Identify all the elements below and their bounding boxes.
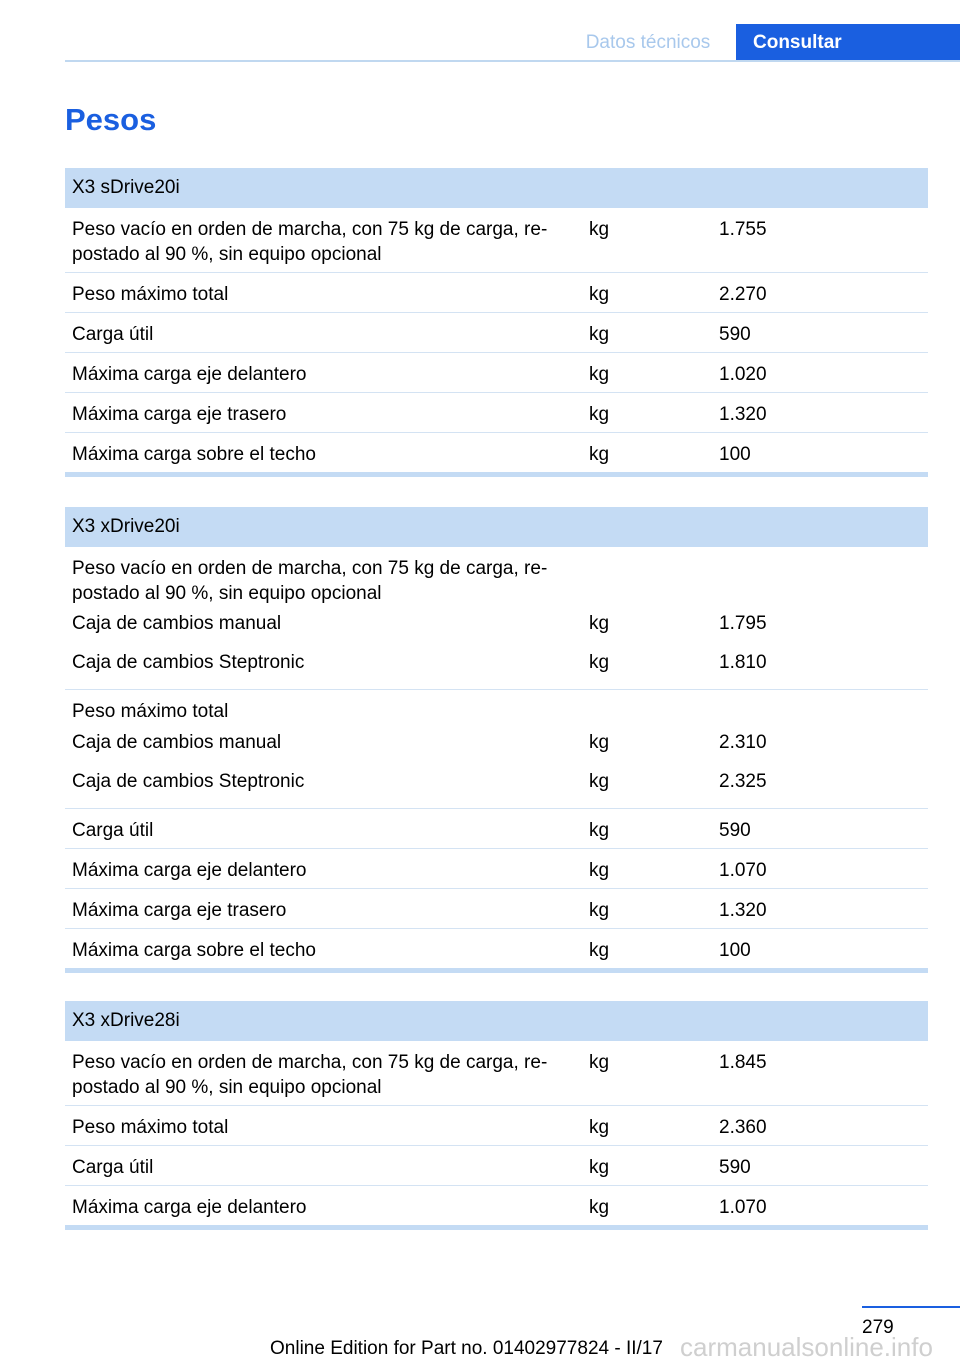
row-value: 1.070 [719, 860, 767, 881]
row-label: Máxima carga eje trasero [72, 404, 287, 425]
row-label: Carga útil [72, 820, 154, 841]
row-unit: kg [589, 860, 610, 881]
row-label: Caja de cambios manual [72, 613, 282, 634]
table-row [65, 690, 928, 730]
row-value: 100 [719, 940, 751, 961]
table-end-rule [65, 472, 928, 477]
table-row [65, 313, 928, 353]
table-row [65, 547, 928, 611]
header-divider [65, 60, 960, 62]
row-value: 1.845 [719, 1052, 767, 1073]
row-value: 1.320 [719, 404, 767, 425]
footer-divider [862, 1306, 960, 1308]
table-row [65, 929, 928, 968]
section-tab-datos-tecnicos[interactable]: Datos técnicos [585, 32, 711, 53]
row-label: Peso vacío en orden de marcha, con 75 kg de carga, re- postado al 90 %, sin equipo opcional [72, 219, 548, 265]
row-label: Máxima carga eje delantero [72, 860, 307, 881]
table-row [65, 889, 928, 929]
table-row [65, 849, 928, 889]
row-unit: kg [589, 444, 610, 465]
row-label: Máxima carga eje delantero [72, 364, 307, 385]
row-unit: kg [589, 1197, 610, 1218]
row-label: Peso vacío en orden de marcha, con 75 kg de carga, re- postado al 90 %, sin equipo opcional [72, 1052, 548, 1098]
row-unit: kg [589, 364, 610, 385]
row-unit: kg [589, 404, 610, 425]
row-value: 590 [719, 324, 751, 345]
row-unit: kg [589, 219, 610, 240]
weights-table-xdrive20i [65, 507, 928, 973]
table-end-rule [65, 1225, 928, 1230]
row-unit: kg [589, 820, 610, 841]
row-label: Peso máximo total [72, 701, 229, 722]
row-label: Caja de cambios manual [72, 732, 282, 753]
weights-table-xdrive28i [65, 1001, 928, 1230]
row-value: 1.020 [719, 364, 767, 385]
row-unit: kg [589, 771, 610, 792]
row-value: 100 [719, 444, 751, 465]
table-heading: X3 sDrive20i [65, 168, 928, 208]
table-row [65, 650, 928, 690]
row-label: Máxima carga sobre el techo [72, 940, 316, 961]
table-row [65, 611, 928, 650]
table-row [65, 769, 928, 809]
table-row [65, 809, 928, 849]
row-value: 2.325 [719, 771, 767, 792]
table-end-rule [65, 968, 928, 973]
page-number: 279 [862, 1317, 894, 1338]
row-unit: kg [589, 1117, 610, 1138]
row-label: Peso máximo total [72, 284, 229, 305]
row-label: Carga útil [72, 324, 154, 345]
table-row [65, 393, 928, 433]
table-row [65, 208, 928, 273]
edition-footer: Online Edition for Part no. 01402977824 - II/17 [270, 1338, 663, 1359]
table-heading: X3 xDrive20i [65, 507, 928, 547]
table-row [65, 353, 928, 393]
row-label: Caja de cambios Steptronic [72, 652, 305, 673]
section-tab-consultar[interactable]: Consultar [736, 24, 960, 62]
table-row [65, 1106, 928, 1146]
table-row [65, 1041, 928, 1106]
row-label: Peso máximo total [72, 1117, 229, 1138]
table-heading: X3 xDrive28i [65, 1001, 928, 1041]
row-value: 1.810 [719, 652, 767, 673]
row-value: 1.755 [719, 219, 767, 240]
row-value: 1.795 [719, 613, 767, 634]
table-row [65, 1186, 928, 1225]
row-unit: kg [589, 652, 610, 673]
row-value: 2.360 [719, 1117, 767, 1138]
row-value: 590 [719, 820, 751, 841]
row-value: 2.310 [719, 732, 767, 753]
table-row [65, 1146, 928, 1186]
row-value: 2.270 [719, 284, 767, 305]
watermark: carmanualsonline.info [680, 1332, 933, 1362]
page-header [0, 0, 960, 62]
page-title: Pesos [65, 102, 157, 137]
row-label: Carga útil [72, 1157, 154, 1178]
row-unit: kg [589, 324, 610, 345]
table-row [65, 273, 928, 313]
table-row [65, 730, 928, 769]
row-unit: kg [589, 1052, 610, 1073]
row-unit: kg [589, 732, 610, 753]
row-label: Caja de cambios Steptronic [72, 771, 305, 792]
row-label: Máxima carga eje delantero [72, 1197, 307, 1218]
row-unit: kg [589, 613, 610, 634]
table-row [65, 433, 928, 472]
row-unit: kg [589, 940, 610, 961]
weights-table-sdrive20i [65, 168, 928, 477]
row-unit: kg [589, 284, 610, 305]
row-label: Máxima carga sobre el techo [72, 444, 316, 465]
row-unit: kg [589, 1157, 610, 1178]
row-value: 590 [719, 1157, 751, 1178]
row-label: Máxima carga eje trasero [72, 900, 287, 921]
row-label: Peso vacío en orden de marcha, con 75 kg de carga, re- postado al 90 %, sin equipo opcional [72, 558, 548, 604]
row-value: 1.320 [719, 900, 767, 921]
row-unit: kg [589, 900, 610, 921]
row-value: 1.070 [719, 1197, 767, 1218]
